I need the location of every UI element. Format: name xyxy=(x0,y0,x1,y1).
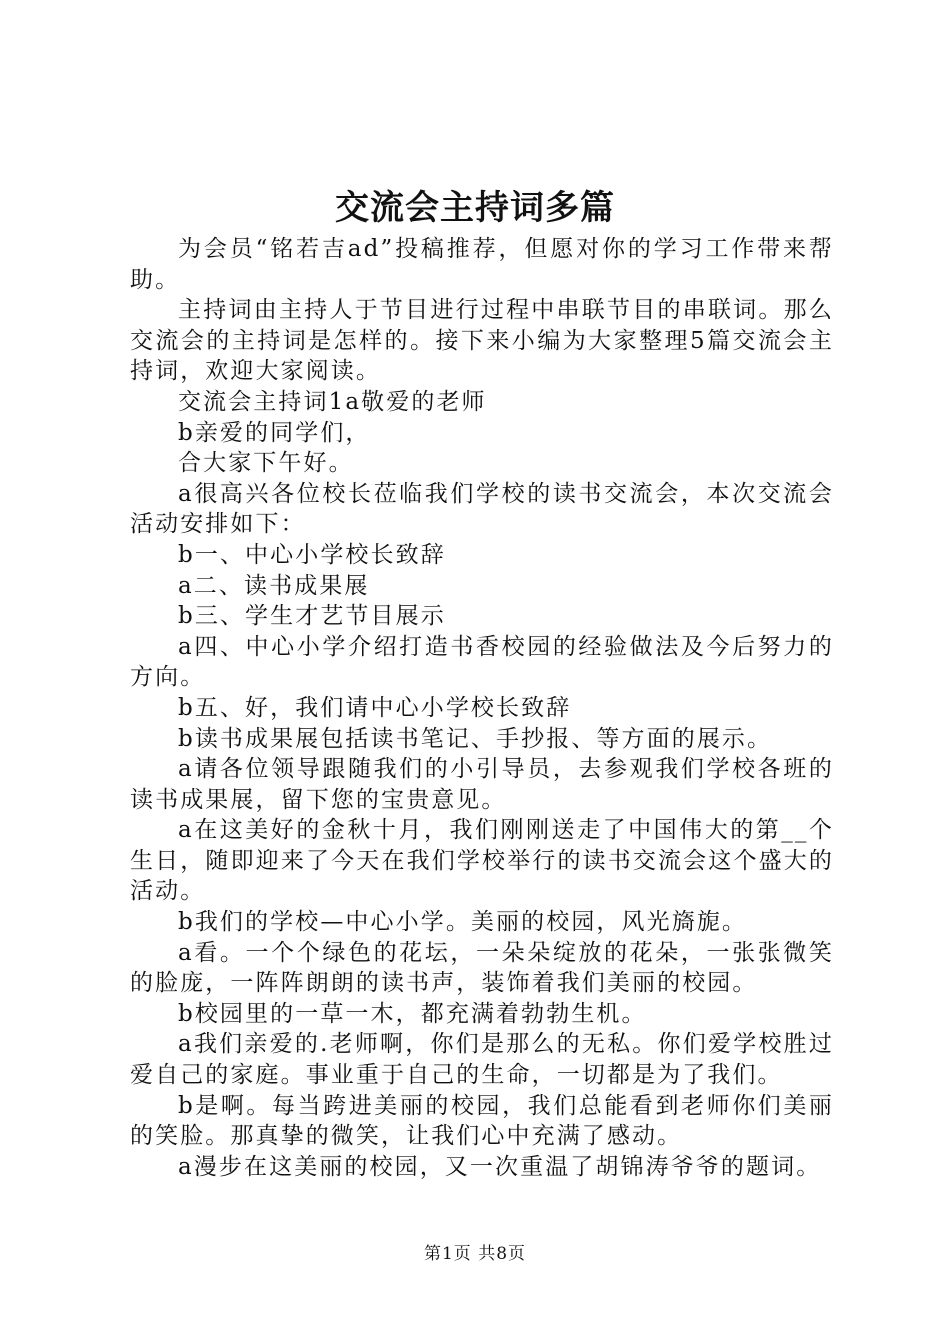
paragraph: b五、好，我们请中心小学校长致辞 xyxy=(178,694,572,721)
paragraph: 为会员“铭若吉ad”投稿推荐，但愿对你的学习工作带来帮助。 xyxy=(130,236,834,293)
paragraph: 交流会主持词1a敬爱的老师 xyxy=(178,388,487,415)
paragraph: a我们亲爱的.老师啊，你们是那么的无私。你们爱学校胜过爱自己的家庭。事业重于自己的生命，一切都是为了我们。 xyxy=(130,1031,834,1089)
paragraph: a请各位领导跟随我们的小引导员，去参观我们学校各班的读书成果展，留下您的宝贵意见。 xyxy=(130,756,834,813)
paragraph: a很高兴各位校长莅临我们学校的读书交流会，本次交流会活动安排如下： xyxy=(130,480,834,538)
paragraph: a二、读书成果展 xyxy=(178,572,370,599)
paragraph: b亲爱的同学们， xyxy=(178,419,371,446)
paragraph: a在这美好的金秋十月，我们刚刚送走了中国伟大的第__个生日，随即迎来了今天在我们学校举行的读书交流会这个盛大的活动。 xyxy=(130,817,834,905)
paragraph: b三、学生才艺节目展示 xyxy=(178,603,446,630)
page-number-footer: 第1页 共8页 xyxy=(423,1244,527,1264)
paragraph: a看。一个个绿色的花坛，一朵朵绽放的花朵，一张张微笑的脸庞，一阵阵朗朗的读书声，装饰着我们美丽的校园。 xyxy=(130,939,834,997)
paragraph: b一、中心小学校长致辞 xyxy=(178,541,446,568)
page-title: 交流会主持词多篇 xyxy=(335,188,615,228)
paragraph: b是啊。每当跨进美丽的校园，我们总能看到老师你们美丽的笑脸。那真挚的微笑，让我们心中充满了感动。 xyxy=(130,1092,834,1150)
paragraph: 合大家下午好。 xyxy=(178,450,354,477)
paragraph: a四、中心小学介绍打造书香校园的经验做法及今后努力的方向。 xyxy=(130,633,834,691)
paragraph: a漫步在这美丽的校园，又一次重温了胡锦涛爷爷的题词。 xyxy=(178,1153,822,1180)
paragraph: 主持词由主持人于节目进行过程中串联节目的串联词。那么交流会的主持词是怎样的。接下来小编为大家整理5篇交流会主持词，欢迎大家阅读。 xyxy=(130,297,834,385)
document-body xyxy=(130,234,834,1182)
paragraph: b我们的学校—中心小学。美丽的校园，风光旖旎。 xyxy=(178,909,748,936)
paragraph: b读书成果展包括读书笔记、手抄报、等方面的展示。 xyxy=(178,725,773,752)
paragraph: b校园里的一草一木，都充满着勃勃生机。 xyxy=(178,1000,647,1027)
